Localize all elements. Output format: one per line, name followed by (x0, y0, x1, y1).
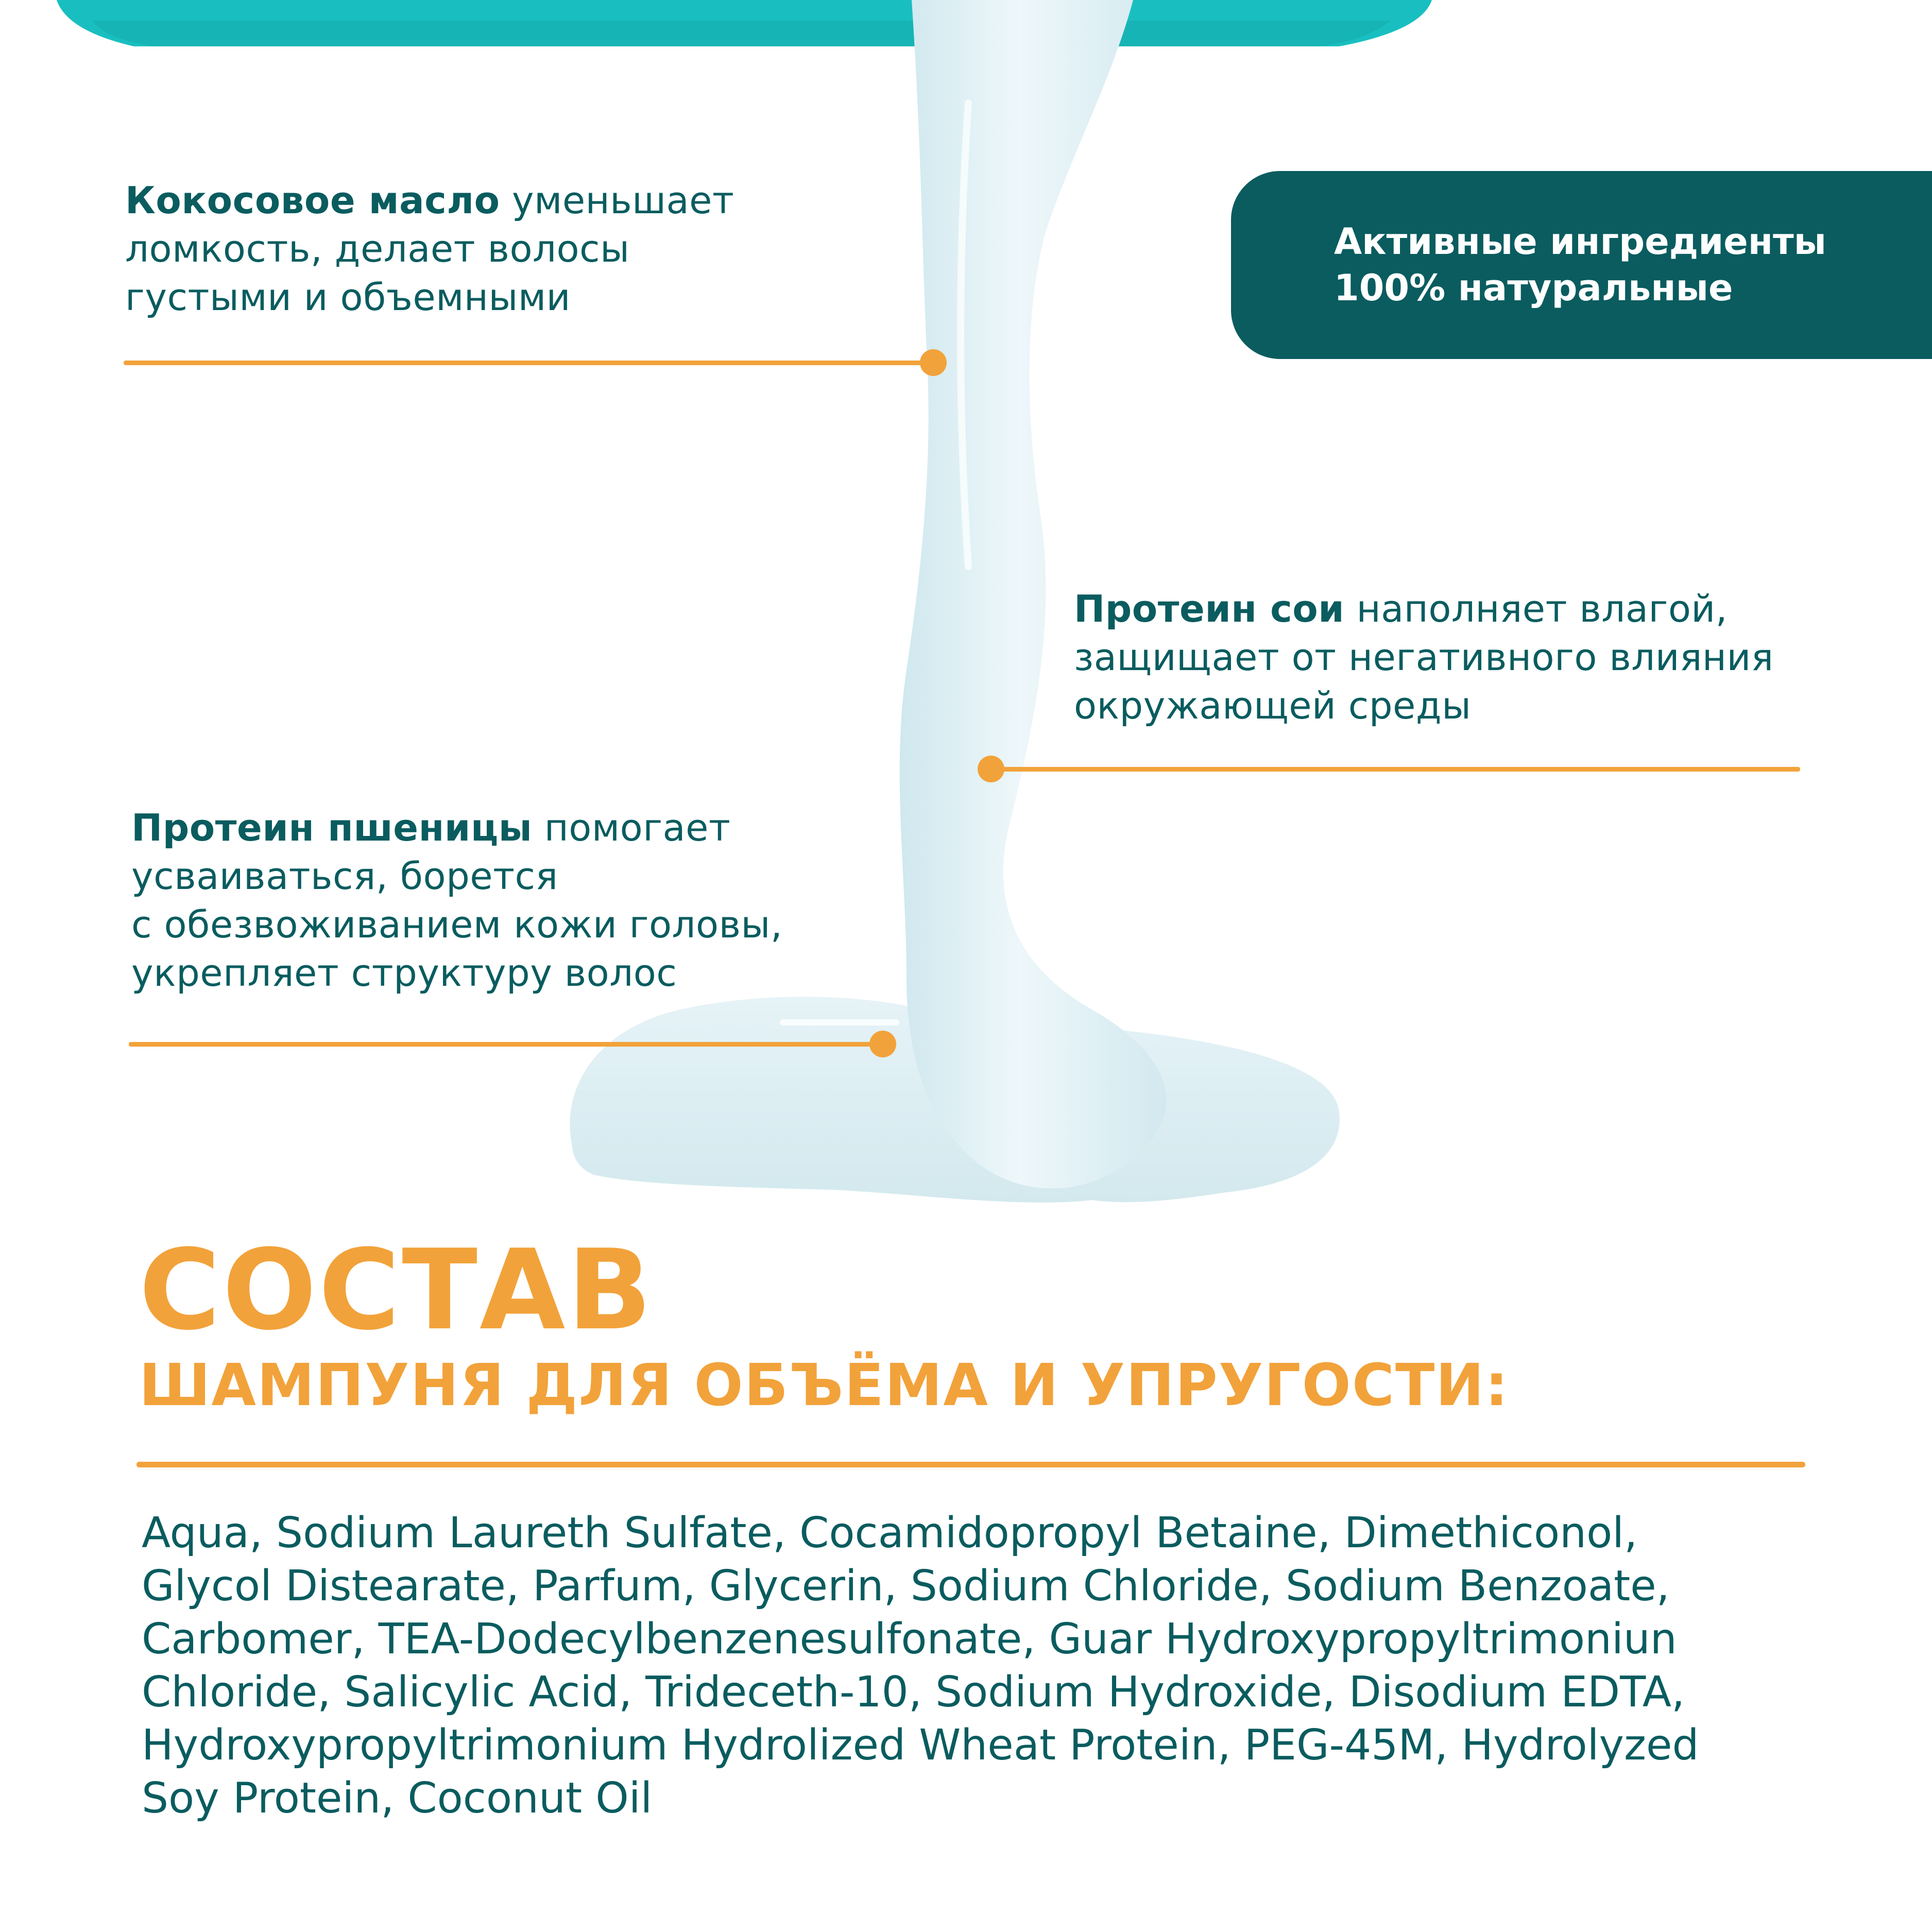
composition-title: СОСТАВ (139, 1225, 654, 1355)
note-wheat-line4: укрепляет структуру волос (131, 951, 677, 995)
ingredients-line: Glycol Distearate, Parfum, Glycerin, Sodium Chloride, Sodium Benzoate, (142, 1562, 1670, 1611)
wheat-leader-line (129, 1042, 886, 1047)
ingredients-line: Hydroxypropyltrimonium Hydrolized Wheat Protein, PEG-45M, Hydrolyzed (142, 1721, 1699, 1770)
soy-leader-line (991, 767, 1800, 772)
composition-divider (136, 1462, 1805, 1467)
note-coconut-line3: густыми и объемными (125, 276, 571, 319)
coconut-leader-line (124, 361, 935, 365)
note-soy-line2: защищает от негативного влияния (1074, 636, 1774, 679)
note-coconut-line1: уменьшает (500, 179, 734, 222)
natural-ingredients-badge (1231, 171, 1932, 359)
note-soy-line1: наполняет влагой, (1344, 587, 1728, 630)
note-coconut-bold: Кокосовое масло (125, 179, 500, 222)
wheat-leader-dot (869, 1031, 896, 1057)
note-soy-bold: Протеин сои (1074, 587, 1345, 630)
coconut-leader-dot (920, 349, 947, 376)
badge-line-2: 100% натуральные (1334, 267, 1733, 309)
note-soy-protein (1074, 585, 1898, 730)
composition-subtitle: ШАМПУНЯ ДЛЯ ОБЪЁМА И УПРУГОСТИ: (139, 1352, 1509, 1419)
note-wheat-bold: Протеин пшеницы (131, 806, 533, 849)
note-coconut-oil (125, 176, 846, 321)
note-wheat-line2: усваиваться, борется (131, 854, 558, 898)
note-wheat-line3: с обезвоживанием кожи головы, (131, 903, 783, 946)
note-wheat-protein (131, 803, 904, 997)
note-soy-line3: окружающей среды (1074, 684, 1472, 727)
ingredients-list (142, 1507, 1841, 1825)
ingredients-line: Carbomer, TEA-Dodecylbenzenesulfonate, Guar Hydroxypropyltrimoniun (142, 1615, 1677, 1664)
ingredients-line: Soy Protein, Coconut Oil (142, 1774, 653, 1823)
badge-line-1: Активные ингредиенты (1334, 220, 1826, 263)
note-coconut-line2: ломкость, делает волосы (125, 227, 630, 270)
ingredients-line: Aqua, Sodium Laureth Sulfate, Cocamidopropyl Betaine, Dimethiconol, (142, 1509, 1638, 1558)
note-wheat-line1: помогает (532, 806, 731, 849)
ingredients-line: Chloride, Salicylic Acid, Trideceth-10, Sodium Hydroxide, Disodium EDTA, (142, 1668, 1685, 1717)
